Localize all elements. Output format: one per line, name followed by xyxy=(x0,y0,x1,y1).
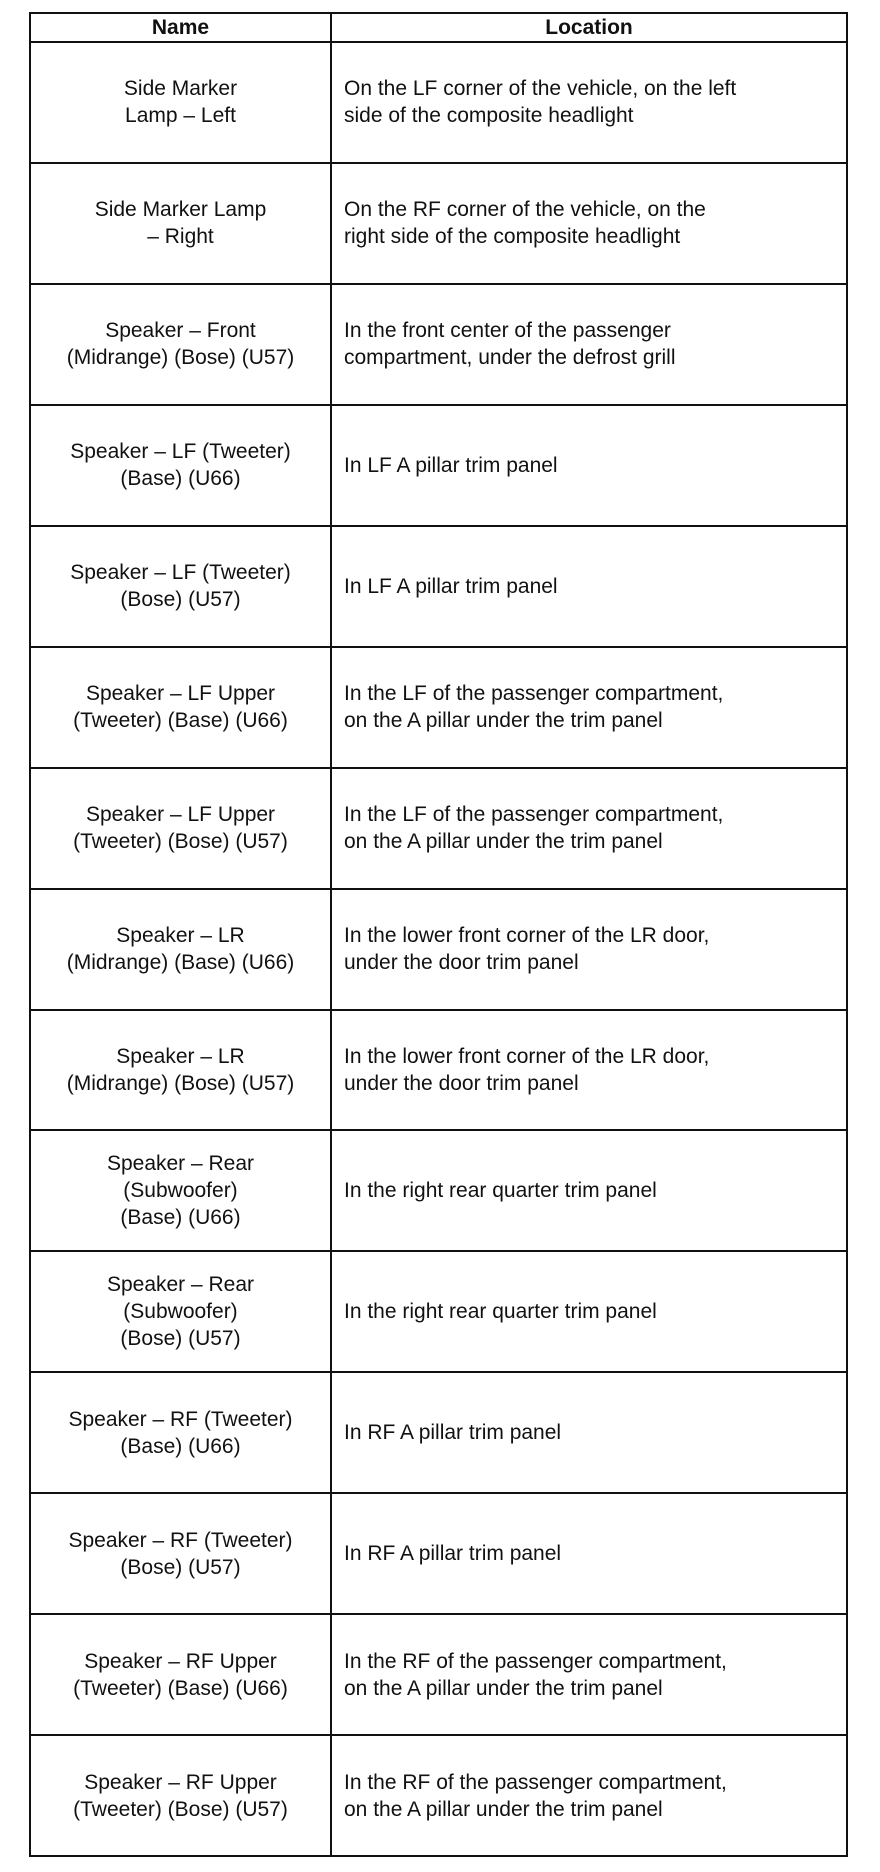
component-name-line: (Tweeter) (Bose) (U57) xyxy=(73,1797,288,1821)
component-name-cell xyxy=(31,1615,332,1734)
table-row xyxy=(31,769,846,890)
component-name-cell xyxy=(31,43,332,162)
component-name-line: Speaker – RF (Tweeter) xyxy=(68,1528,293,1552)
component-name-line: Speaker – LF (Tweeter) xyxy=(70,440,291,464)
table-row xyxy=(31,1131,846,1252)
component-name-line: (Base) (U66) xyxy=(120,1434,241,1458)
component-location-line: on the A pillar under the trim panel xyxy=(344,709,663,733)
component-location-text xyxy=(344,317,676,371)
component-name-line: (Tweeter) (Bose) (U57) xyxy=(73,830,288,854)
component-location-text xyxy=(344,1769,727,1823)
component-location-line: on the A pillar under the trim panel xyxy=(344,830,663,854)
component-location-line: right side of the composite headlight xyxy=(344,225,681,249)
component-location-text xyxy=(344,680,723,734)
component-location-cell xyxy=(332,769,846,888)
table-row xyxy=(31,1011,846,1132)
component-location-line: On the RF corner of the vehicle, on the xyxy=(344,198,706,222)
component-location-line: under the door trim panel xyxy=(344,951,579,975)
component-name-text xyxy=(73,680,288,734)
component-name-line: (Subwoofer) xyxy=(123,1300,238,1324)
component-location-line: In the lower front corner of the LR door, xyxy=(344,924,710,948)
table-row xyxy=(31,890,846,1011)
component-name-line: Lamp – Left xyxy=(125,104,236,128)
component-name-cell xyxy=(31,1736,332,1855)
component-location-table xyxy=(29,12,848,1857)
component-name-text xyxy=(124,75,237,129)
component-name-line: (Base) (U66) xyxy=(120,467,241,491)
component-name-text xyxy=(68,1527,292,1581)
component-location-cell xyxy=(332,1736,846,1855)
component-location-line: In the RF of the passenger compartment, xyxy=(344,1770,727,1794)
table-row xyxy=(31,527,846,648)
component-name-line: Speaker – RF (Tweeter) xyxy=(68,1407,293,1431)
component-name-line: (Midrange) (Bose) (U57) xyxy=(66,1071,295,1095)
component-name-text xyxy=(107,1271,254,1352)
component-location-text xyxy=(344,75,736,129)
component-name-text xyxy=(73,1769,288,1823)
component-name-line: (Midrange) (Bose) (U57) xyxy=(66,346,295,370)
table-row xyxy=(31,164,846,285)
component-location-text xyxy=(344,1648,727,1702)
component-name-cell xyxy=(31,890,332,1009)
component-location-cell xyxy=(332,527,846,646)
component-location-line: In the LF of the passenger compartment, xyxy=(344,803,724,827)
component-location-text xyxy=(344,1298,657,1325)
component-name-line: Speaker – RF Upper xyxy=(84,1770,277,1794)
component-name-text xyxy=(95,196,267,250)
location-column-header: Location xyxy=(545,15,633,39)
component-location-cell xyxy=(332,1615,846,1734)
table-row xyxy=(31,1494,846,1615)
component-name-cell xyxy=(31,648,332,767)
table-row xyxy=(31,1252,846,1373)
component-name-line: Speaker – Rear xyxy=(106,1152,255,1176)
component-name-cell xyxy=(31,406,332,525)
component-name-line: (Subwoofer) xyxy=(123,1179,238,1203)
component-location-line: on the A pillar under the trim panel xyxy=(344,1797,663,1821)
component-name-cell xyxy=(31,1131,332,1250)
component-name-line: – Right xyxy=(147,225,214,249)
component-location-text xyxy=(344,922,709,976)
table-row xyxy=(31,43,846,164)
component-location-line: In the RF of the passenger compartment, xyxy=(344,1649,727,1673)
component-name-line: Speaker – LR xyxy=(116,1044,245,1068)
component-location-cell xyxy=(332,1252,846,1371)
component-location-cell xyxy=(332,285,846,404)
component-name-line: (Midrange) (Base) (U66) xyxy=(66,951,295,975)
component-name-line: (Tweeter) (Base) (U66) xyxy=(73,1676,288,1700)
component-name-line: Speaker – LF Upper xyxy=(85,682,276,706)
component-name-line: Speaker – Front xyxy=(105,319,256,343)
component-location-line: on the A pillar under the trim panel xyxy=(344,1676,663,1700)
component-location-line: In the right rear quarter trim panel xyxy=(344,1300,657,1324)
table-row xyxy=(31,1615,846,1736)
component-location-line: In RF A pillar trim panel xyxy=(344,1421,562,1445)
name-column-header: Name xyxy=(31,14,332,41)
component-name-text xyxy=(67,922,295,976)
component-name-text xyxy=(73,1648,288,1702)
component-name-line: (Bose) (U57) xyxy=(120,588,241,612)
component-name-text xyxy=(67,317,295,371)
table-body xyxy=(31,43,846,1855)
component-name-line: Side Marker Lamp xyxy=(94,198,267,222)
table-row xyxy=(31,1373,846,1494)
component-name-cell xyxy=(31,1252,332,1371)
component-location-line: In the lower front corner of the LR door, xyxy=(344,1044,710,1068)
table-row xyxy=(31,406,846,527)
component-name-cell xyxy=(31,164,332,283)
table-header-row xyxy=(31,14,846,43)
component-name-text xyxy=(73,801,288,855)
component-location-text xyxy=(344,1043,709,1097)
component-location-text xyxy=(344,1419,561,1446)
component-location-line: In LF A pillar trim panel xyxy=(344,574,558,598)
component-name-line: (Bose) (U57) xyxy=(120,1327,241,1351)
component-name-text xyxy=(67,1043,295,1097)
component-name-text xyxy=(68,1406,292,1460)
component-location-line: In the front center of the passenger xyxy=(344,319,671,343)
component-name-cell xyxy=(31,285,332,404)
component-location-text xyxy=(344,1540,561,1567)
component-location-text xyxy=(344,1177,657,1204)
component-location-cell xyxy=(332,164,846,283)
component-location-cell xyxy=(332,648,846,767)
component-location-text xyxy=(344,573,558,600)
component-location-line: side of the composite headlight xyxy=(344,104,634,128)
table-row xyxy=(31,648,846,769)
component-location-line: In LF A pillar trim panel xyxy=(344,453,558,477)
component-name-text xyxy=(107,1150,254,1231)
component-location-cell xyxy=(332,1373,846,1492)
table-row xyxy=(31,285,846,406)
component-location-cell xyxy=(332,43,846,162)
component-name-cell xyxy=(31,1494,332,1613)
component-location-line: On the LF corner of the vehicle, on the left xyxy=(344,77,737,101)
component-location-line: In the LF of the passenger compartment, xyxy=(344,682,724,706)
component-location-cell xyxy=(332,406,846,525)
component-location-line: compartment, under the defrost grill xyxy=(344,346,676,370)
component-location-cell xyxy=(332,1494,846,1613)
component-name-cell xyxy=(31,1011,332,1130)
component-location-line: under the door trim panel xyxy=(344,1071,579,1095)
component-name-text xyxy=(70,438,291,492)
component-location-line: In the right rear quarter trim panel xyxy=(344,1179,657,1203)
component-name-cell xyxy=(31,1373,332,1492)
component-location-cell xyxy=(332,1011,846,1130)
component-name-text xyxy=(70,559,291,613)
component-location-text xyxy=(344,801,723,855)
component-name-line: (Tweeter) (Base) (U66) xyxy=(73,709,288,733)
component-name-cell xyxy=(31,527,332,646)
component-name-line: Speaker – Rear xyxy=(106,1273,255,1297)
component-name-line: (Base) (U66) xyxy=(120,1206,241,1230)
component-location-cell xyxy=(332,1131,846,1250)
component-name-line: Side Marker xyxy=(123,77,238,101)
component-name-line: Speaker – LR xyxy=(116,924,245,948)
component-name-cell xyxy=(31,769,332,888)
component-location-cell xyxy=(332,890,846,1009)
component-name-line: Speaker – LF Upper xyxy=(85,803,276,827)
table-row xyxy=(31,1736,846,1855)
component-location-line: In RF A pillar trim panel xyxy=(344,1542,562,1566)
component-location-text xyxy=(344,196,706,250)
component-name-line: (Bose) (U57) xyxy=(120,1555,241,1579)
component-name-line: Speaker – LF (Tweeter) xyxy=(70,561,291,585)
component-location-text xyxy=(344,452,558,479)
component-name-line: Speaker – RF Upper xyxy=(84,1649,277,1673)
